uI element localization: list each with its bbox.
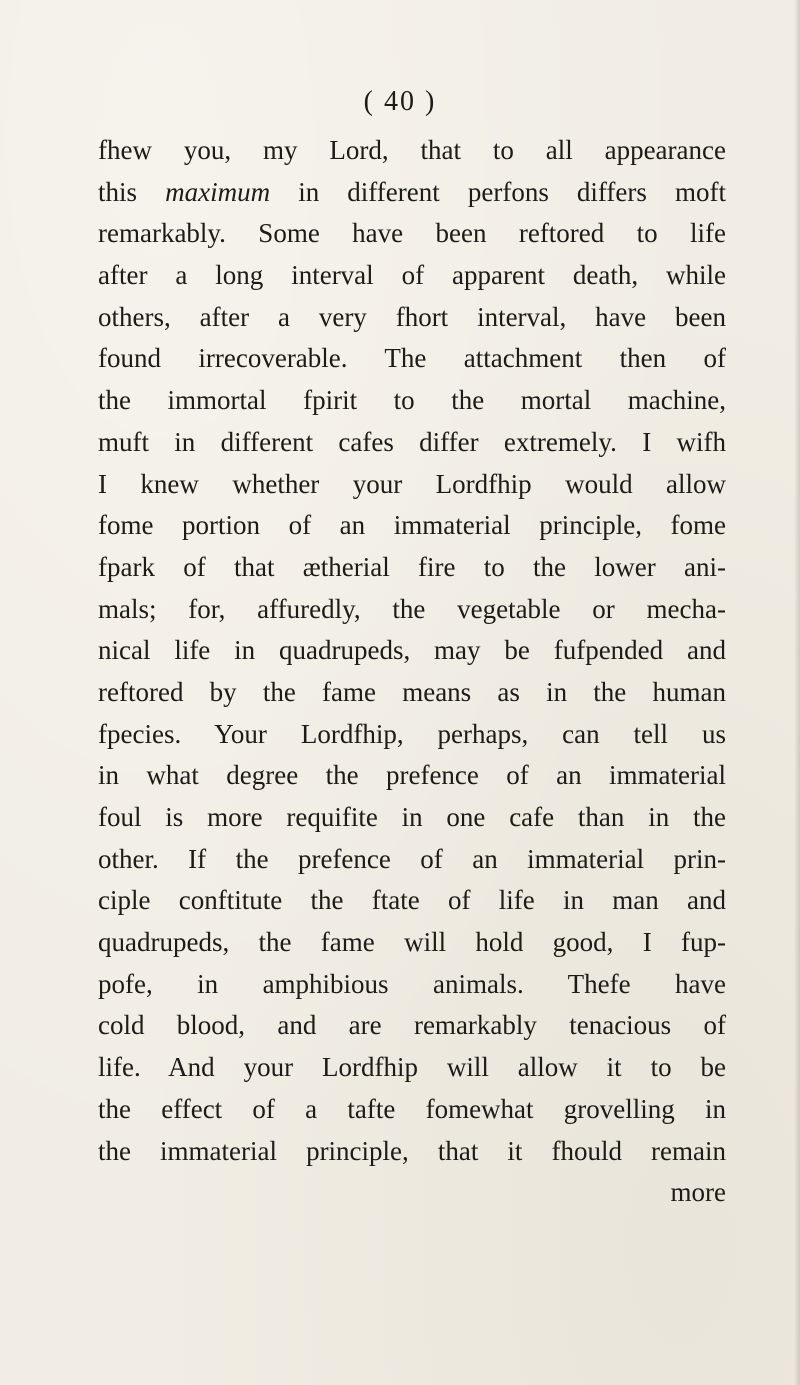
text-line: I knew whether your Lordfhip would allow [98,468,726,499]
text-line: found irrecoverable. The attachment then of [98,343,726,374]
text-line: cold blood, and are remarkably tenacious of [98,1010,726,1041]
text-line: nical life in quadrupeds, may be fufpended and [98,635,726,666]
text-line: foul is more requifite in one cafe than in the [98,802,726,832]
catchword: more [670,1177,726,1208]
text-line: muft in different cafes differ extremely. I wifh [98,426,726,457]
text-line: after a long interval of apparent death, while [98,260,726,291]
page-number: ( 40 ) [363,86,437,117]
text-line: the immaterial principle, that it fhould remain [98,1135,726,1166]
text-line: pofe, in amphibious animals. Thefe have [98,968,726,999]
text-line [98,172,726,214]
text-line: fhew you, my Lord, that to all appearance [98,135,726,165]
italic-word: maximum [165,176,271,207]
text-line: mals; for, affuredly, the vegetable or mecha- [98,593,726,624]
text-line: life. And your Lordfhip will allow it to be [98,1052,726,1083]
text-segment: in different perfons differs moft [270,176,726,207]
text-line: reftored by the fame means as in the human [98,676,726,707]
text-line: remarkably. Some have been reftored to life [98,218,726,249]
text-segment: this [98,176,166,207]
text-line: ciple conftitute the ftate of life in man and [98,885,726,916]
body-text [98,130,726,1214]
text-line: other. If the prefence of an immaterial prin- [98,843,726,874]
text-line: quadrupeds, the fame will hold good, I fup- [98,927,726,958]
page-header [0,86,800,118]
text-line: in what degree the prefence of an immaterial [98,760,726,791]
text-line: the immortal fpirit to the mortal machine, [98,385,726,416]
text-line: the effect of a tafte fomewhat grovelling in [98,1093,726,1124]
page-edge-shadow [794,0,800,1385]
text-line: fpark of that ætherial fire to the lower ani- [98,551,726,582]
text-line: others, after a very fhort interval, have been [98,301,726,332]
text-line: fpecies. Your Lordfhip, perhaps, can tell us [98,718,726,749]
text-line: fome portion of an immaterial principle, fome [98,510,726,541]
